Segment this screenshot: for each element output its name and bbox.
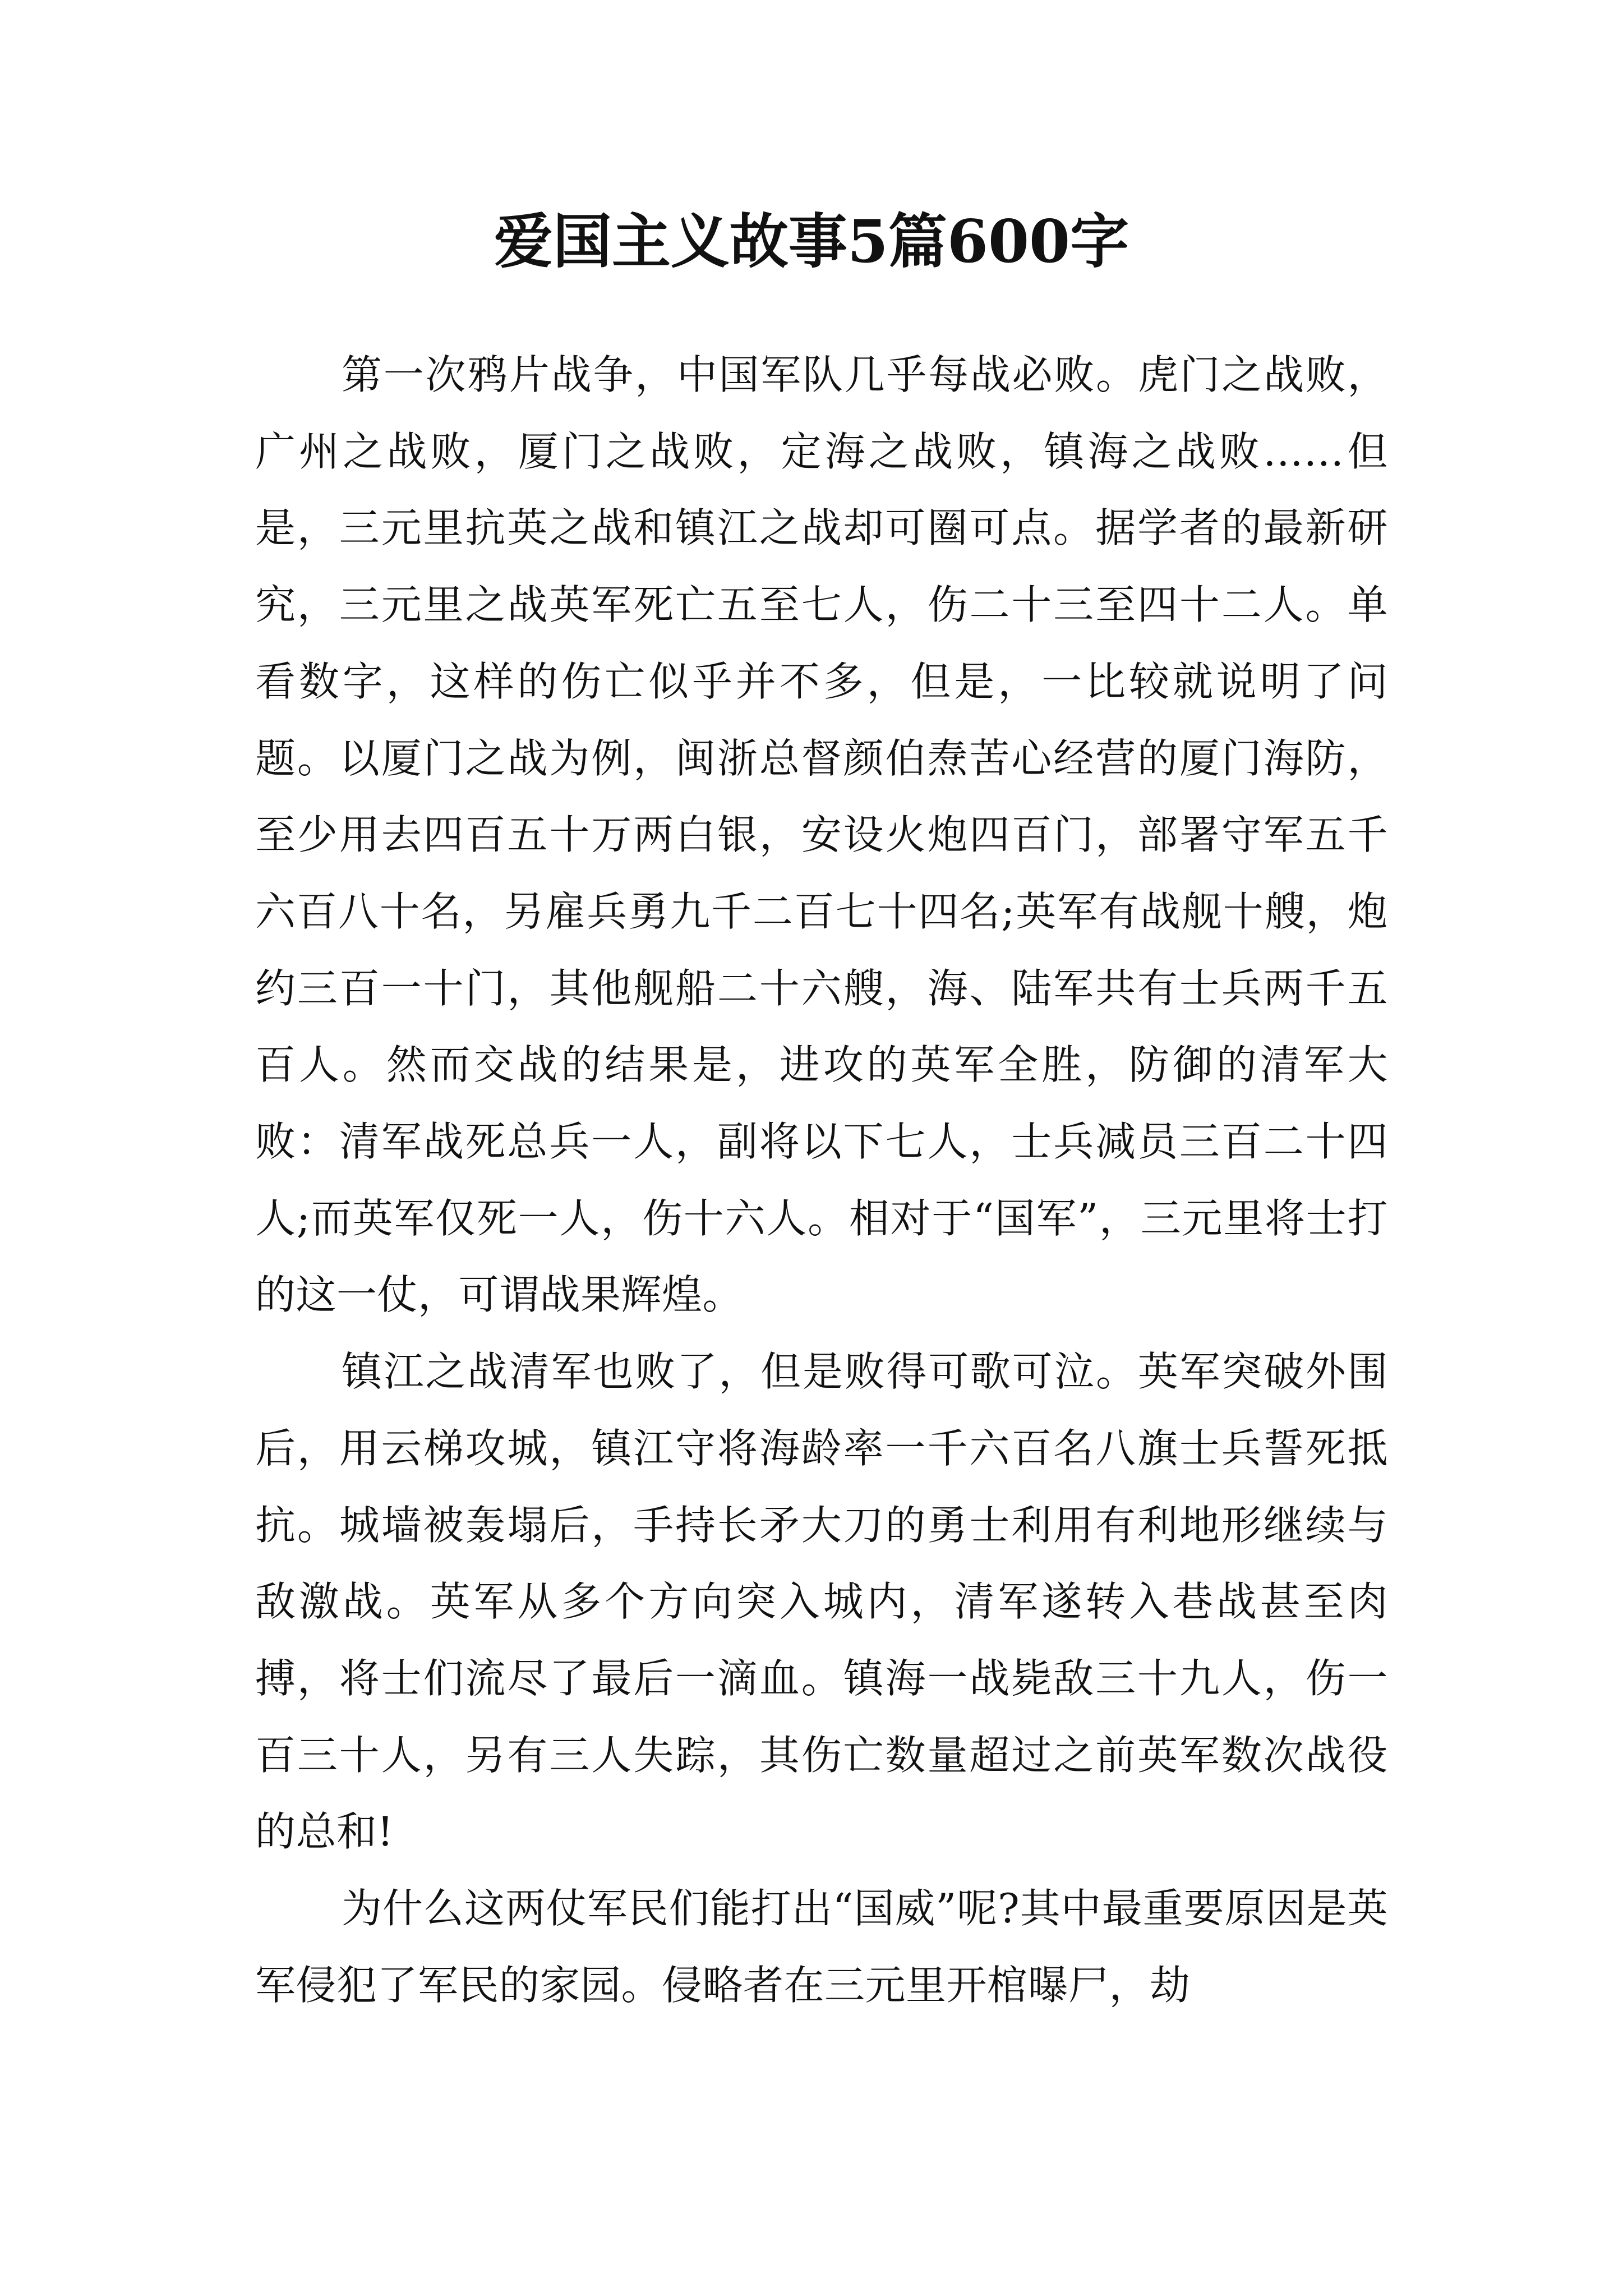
document-body [255,337,1388,2023]
document-title: 爱国主义故事5篇600字 [494,206,1129,276]
paragraph-3: 为什么这两仗军民们能打出“国威”呢?其中最重要原因是英军侵犯了军民的家园。侵略者在三元里开棺曝尸，劫 [255,1885,1388,2009]
paragraph-1: 第一次鸦片战争，中国军队几乎每战必败。虎门之战败，广州之战败，厦门之战败，定海之战败，镇海之战败……但是，三元里抗英之战和镇江之战却可圈可点。据学者的最新研究，三元里之战英军死亡五至七人，伤二十三至四十二人。单看数字，这样的伤亡似乎并不多，但是，一比较就说明了问题。以厦门之战为例，闽浙总督颜伯焘苦心经营的厦门海防，至少用去四百五十万两白银，安设火炮四百门，部署守军五千六百八十名，另雇兵勇九千二百七十四名;英军有战舰十艘，炮约三百一十门，其他舰船二十六艘，海、陆军共有士兵两千五百人。然而交战的结果是，进攻的英军全胜，防御的清军大败：清军战死总兵一人，副将以下七人，士兵减员三百二十四人;而英军仅死一人，伤十六人。相对于“国军”，三元里将士打的这一仗，可谓战果辉煌。 [255,351,1388,1319]
paragraph-2: 镇江之战清军也败了，但是败得可歌可泣。英军突破外围后，用云梯攻城，镇江守将海龄率一千六百名八旗士兵誓死抵抗。城墙被轰塌后，手持长矛大刀的勇士利用有利地形继续与敌激战。英军从多个方向突入城内，清军遂转入巷战甚至肉搏，将士们流尽了最后一滴血。镇海一战毙敌三十九人，伤一百三十人，另有三人失踪，其伤亡数量超过之前英军数次战役的总和! [255,1348,1388,1856]
